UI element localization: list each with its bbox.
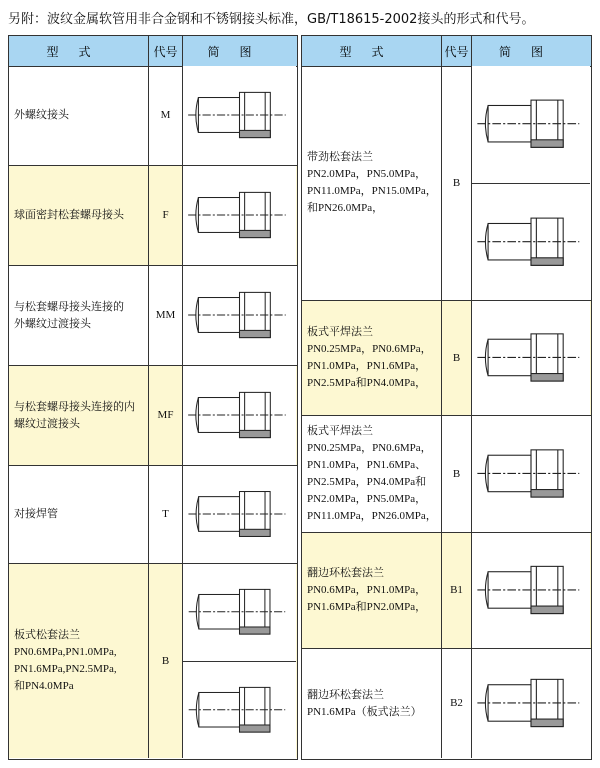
- code-cell: B: [442, 301, 472, 415]
- type-cell: [302, 301, 442, 415]
- type-text: PN0.25MPa，PN0.6MPa，: [307, 343, 432, 355]
- code-cell: M: [149, 66, 183, 165]
- fitting-drawing: [472, 66, 590, 183]
- fitting-drawing: [472, 533, 590, 648]
- type-cell: [302, 416, 442, 532]
- fitting-drawing: [183, 66, 296, 165]
- table-header: [302, 36, 591, 67]
- type-cell: [9, 266, 149, 365]
- table-row: [9, 266, 297, 366]
- type-cell: [302, 66, 442, 300]
- code-cell: B: [442, 416, 472, 532]
- type-text: PN1.0MPa，PN1.6MPa、: [307, 459, 427, 471]
- fitting-drawing: [472, 183, 590, 301]
- left-table: [8, 35, 298, 760]
- drawing-cell: [472, 416, 590, 532]
- type-text: 板式松套法兰: [14, 629, 80, 641]
- header-drawing: 简图: [498, 44, 563, 59]
- type-text: 板式平焊法兰: [307, 425, 373, 437]
- header-type: 型式: [9, 36, 149, 66]
- type-text: 与松套螺母接头连接的内: [14, 400, 135, 413]
- drawing-cell: [183, 564, 296, 758]
- fitting-drawing: [183, 266, 296, 365]
- code-cell: B: [149, 564, 183, 758]
- type-text: PN1.6MPa（板式法兰）: [307, 705, 422, 718]
- drawing-cell: [183, 366, 296, 465]
- table-row: [302, 301, 591, 416]
- table-row: [302, 66, 591, 301]
- code-cell: F: [149, 166, 183, 265]
- fitting-drawing: [183, 166, 296, 265]
- type-text: PN1.0MPa，PN1.6MPa，: [307, 360, 427, 372]
- fitting-drawing: [183, 661, 296, 759]
- type-text: 对接焊管: [14, 508, 58, 520]
- table-row: [9, 466, 297, 564]
- table-row: [9, 66, 297, 166]
- code-cell: B2: [442, 649, 472, 758]
- code-cell: MM: [149, 266, 183, 365]
- code-cell: B1: [442, 533, 472, 648]
- fitting-drawing: [183, 466, 296, 563]
- type-text: 带劲松套法兰: [307, 151, 373, 163]
- header-code: 代号: [442, 36, 472, 66]
- fitting-drawing: [183, 366, 296, 465]
- type-cell: [9, 66, 149, 165]
- header-drawing: 简图: [207, 44, 272, 59]
- type-text: 和PN4.0MPa: [14, 680, 74, 692]
- type-text: PN11.0MPa，PN15.0MPa，: [307, 185, 437, 197]
- type-cell: [302, 649, 442, 758]
- type-text: 和PN26.0MPa，: [307, 202, 384, 214]
- caption: 另附：波纹金属软管用非合金钢和不锈钢接头标准，GB/T18615-2002接头的形式和代号。: [8, 12, 535, 27]
- table-row: [9, 166, 297, 266]
- type-text: PN0.6MPa，PN1.0MPa，: [307, 584, 427, 596]
- type-text: PN2.5MPa，PN4.0MPa和: [307, 476, 427, 488]
- drawing-cell: [472, 66, 590, 300]
- table-row: [9, 366, 297, 466]
- fitting-drawing: [472, 649, 590, 758]
- type-text: 螺纹过渡接头: [14, 417, 80, 430]
- drawing-cell: [472, 649, 590, 758]
- type-text: PN2.5MPa和PN4.0MPa，: [307, 377, 427, 389]
- code-cell: MF: [149, 366, 183, 465]
- table-row: [302, 649, 591, 758]
- type-text: 板式平焊法兰: [307, 326, 373, 338]
- drawing-cell: [183, 166, 296, 265]
- fitting-drawing: [472, 301, 590, 415]
- type-text: 与松套螺母接头连接的: [14, 300, 124, 313]
- type-text: 翻边环松套法兰: [307, 688, 384, 701]
- type-text: PN1.6MPa和PN2.0MPa，: [307, 601, 427, 613]
- type-text: 外螺纹接头: [14, 109, 69, 121]
- drawing-cell: [183, 466, 296, 563]
- type-text: PN1.6MPa,PN2.5MPa,: [14, 663, 117, 675]
- code-cell: T: [149, 466, 183, 563]
- table-row: [302, 533, 591, 649]
- type-text: PN2.0MPa，PN5.0MPa，: [307, 493, 427, 505]
- type-text: 外螺纹过渡接头: [14, 317, 91, 330]
- type-text: 球面密封松套螺母接头: [14, 209, 124, 221]
- header-type: 型式: [302, 36, 442, 66]
- drawing-cell: [183, 266, 296, 365]
- right-table: [301, 35, 592, 760]
- drawing-cell: [183, 66, 296, 165]
- header-code: 代号: [149, 36, 183, 66]
- code-cell: B: [442, 66, 472, 300]
- table-row: [9, 564, 297, 758]
- type-text: PN11.0MPa，PN26.0MPa，: [307, 510, 437, 522]
- type-text: PN0.25MPa，PN0.6MPa，: [307, 442, 432, 454]
- drawing-cell: [472, 301, 590, 415]
- type-text: 翻边环松套法兰: [307, 567, 384, 579]
- type-cell: [302, 533, 442, 648]
- fitting-drawing: [183, 564, 296, 661]
- fitting-drawing: [472, 416, 590, 532]
- type-text: PN0.6MPa,PN1.0MPa,: [14, 646, 117, 658]
- table-row: [302, 416, 591, 533]
- type-cell: [9, 466, 149, 563]
- type-cell: [9, 564, 149, 758]
- drawing-cell: [472, 533, 590, 648]
- type-cell: [9, 366, 149, 465]
- type-text: PN2.0MPa，PN5.0MPa，: [307, 168, 427, 180]
- table-header: [9, 36, 297, 67]
- type-cell: [9, 166, 149, 265]
